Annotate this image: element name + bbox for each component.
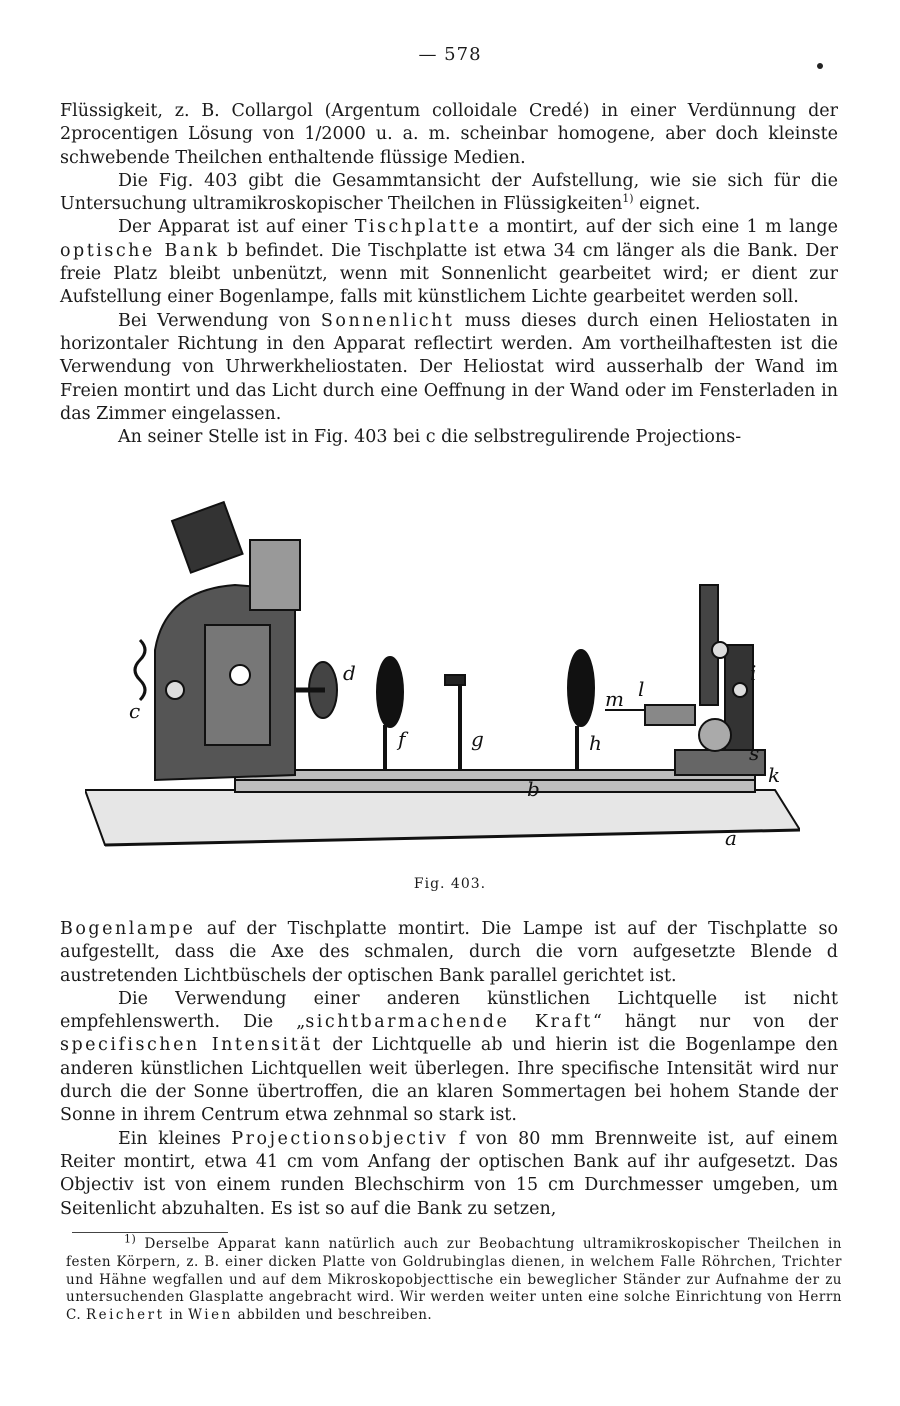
footnote-b: in: [164, 1307, 189, 1324]
label-c: c: [129, 699, 141, 723]
p8-b: f von 80 mm Brennweite ist, auf einem Reiter montirt, etwa 41 cm vom Anfang der optischen Bank auf ihr aufgesetzt. Das Objectiv ist von einem runden Blechschirm von 15 cm Durchmesser umgeben, um Seitenlicht abzuhalten. Es ist so auf die Bank zu setzen,: [60, 1128, 838, 1219]
paragraph-2-rest: eignet.: [633, 194, 701, 215]
p8-a: Ein kleines: [118, 1128, 232, 1149]
p6-b: auf der Tischplatte montirt. Die Lampe ist auf der Tischplatte so aufgestellt, dass die Axe des schmalen, durch die vorn aufgesetzte Blende d austretenden Lichtbüschels der optischen Bank parallel gerichtet ist.: [60, 919, 838, 986]
paragraph-6: [60, 918, 838, 988]
screen-h: [568, 650, 594, 726]
p3-spaced-2: optische Bank: [60, 240, 220, 261]
p7-spaced-1: sichtbarmachende Kraft: [305, 1012, 593, 1033]
p3-a: Der Apparat ist auf einer: [118, 217, 355, 238]
p6-spaced: Bogenlampe: [60, 919, 196, 939]
p3-spaced-1: Tischplatte: [354, 217, 482, 238]
p7-a: Die Verwendung einer anderen künstlichen Lichtquelle ist nicht empfehlenswerth. Die „: [60, 988, 838, 1033]
footnote-a: Derselbe Apparat kann natürlich auch zur Beobachtung ultramikroskopischer Theilchen in festen Körpern, z. B. einer dicken Platte von Goldrubinglas dienen, in welchem Falle Röhrchen, Trichter und Hähne wegfallen und auf dem Mikroskopobjecttische ein beweglicher Ständer zur Aufnahme der zu untersuchenden Glasplatte angebracht wird. Wir werden weiter unten eine solche Einrichtung von Herrn C.: [66, 1236, 842, 1324]
label-s: s: [749, 741, 760, 765]
paragraph-8: [60, 1128, 838, 1221]
footnote-ref: 1): [622, 192, 634, 206]
label-g: g: [471, 727, 484, 751]
paragraph-1-text: Flüssigkeit, z. B. Collargol (Argentum colloidale Credé) in einer Verdünnung der 2procentigen Lösung von: [60, 101, 838, 145]
figure-caption: Fig. 403.: [413, 876, 487, 892]
footnote-rule: [72, 1232, 228, 1233]
footnote-mark: 1): [124, 1232, 137, 1246]
p7-spaced-2: specifischen Intensität: [60, 1035, 323, 1056]
paragraph-3: [60, 216, 838, 309]
footnote-paragraph: [66, 1232, 842, 1325]
page-mark: [817, 63, 823, 69]
p3-c: b befindet. Die Tischplatte ist etwa 34 cm länger als die Bank. Der freie Platz bleibt unbenützt, wenn mit Sonnenlicht gearbeitet wird; er dient zur Aufstellung einer Bogenlampe, falls mit künstlichem Lichte gearbeitet werden soll.: [60, 240, 838, 308]
p4-b: muss dieses durch einen Heliostaten in horizontaler Richtung in den Apparat reflectirt werden. Am vortheilhaftesten ist die Verwendung von Uhrwerkheliostaten. Der Heliostat wird ausserhalb der Wand im Freien montirt und das Licht durch eine Oeffnung in der Wand oder im Fensterladen in das Zimmer eingelassen.: [60, 310, 838, 424]
paragraph-1-rest: u. a. m. scheinbar homogene, aber doch kleinste schwebende Theilchen enthaltende flüssige Medien.: [60, 124, 838, 168]
label-m: m: [605, 687, 624, 711]
p5-text: An seiner Stelle ist in Fig. 403 bei c die selbstregulirende Projections-: [118, 427, 742, 448]
label-f: f: [398, 727, 406, 751]
label-a: a: [725, 826, 737, 850]
p4-a: Bei Verwendung von: [118, 310, 321, 331]
apparatus-figure: [85, 500, 800, 860]
footnote-spaced-2: Wien: [188, 1307, 233, 1324]
screen-f: [377, 657, 403, 727]
footnote-c: abbilden und beschreiben.: [232, 1307, 433, 1324]
fraction: 1/2000: [304, 124, 366, 145]
paragraph-4: [60, 310, 838, 426]
footnote-spaced: Reichert: [85, 1307, 165, 1324]
label-i: i: [750, 661, 757, 685]
lower-text-block: [60, 918, 838, 1221]
paragraph-5: [60, 426, 838, 449]
page-number: — 578: [418, 44, 482, 65]
paragraph-1: [60, 100, 838, 170]
paragraph-2-text: Die Fig. 403 gibt die Gesammtansicht der Aufstellung, wie sie sich für die Untersuchung ultramikroskopischer Theilchen in Flüssigkeiten: [60, 170, 838, 215]
label-b: b: [527, 777, 540, 801]
p8-spaced: Projectionsobjectiv: [231, 1128, 449, 1149]
label-l: l: [638, 677, 645, 701]
upper-text-block: [60, 100, 838, 449]
paragraph-2: [60, 170, 838, 217]
engraving-drawing: [85, 502, 800, 845]
paragraph-7: [60, 988, 838, 1128]
p7-b: “ hängt nur von der: [592, 1012, 838, 1033]
microscope: [605, 585, 765, 775]
lamp-chimney: [250, 540, 300, 610]
footnote: [66, 1232, 842, 1325]
p7-c: der Lichtquelle ab und hierin ist die Bogenlampe den anderen künstlichen Lichtquellen weit überlegen. Ihre specifische Intensität wird nur durch die der Sonne übertroffen, die an klaren Sommertagen bei hohem Stande der Sonne in ihrem Centrum etwa zehnmal so stark ist.: [60, 1035, 838, 1126]
label-d: d: [343, 661, 356, 685]
label-k: k: [768, 763, 781, 787]
lamp-top-tube: [172, 502, 242, 572]
label-h: h: [589, 731, 602, 755]
p4-spaced: Sonnenlicht: [320, 310, 455, 331]
p3-b: a montirt, auf der sich eine 1 m lange: [481, 217, 838, 238]
